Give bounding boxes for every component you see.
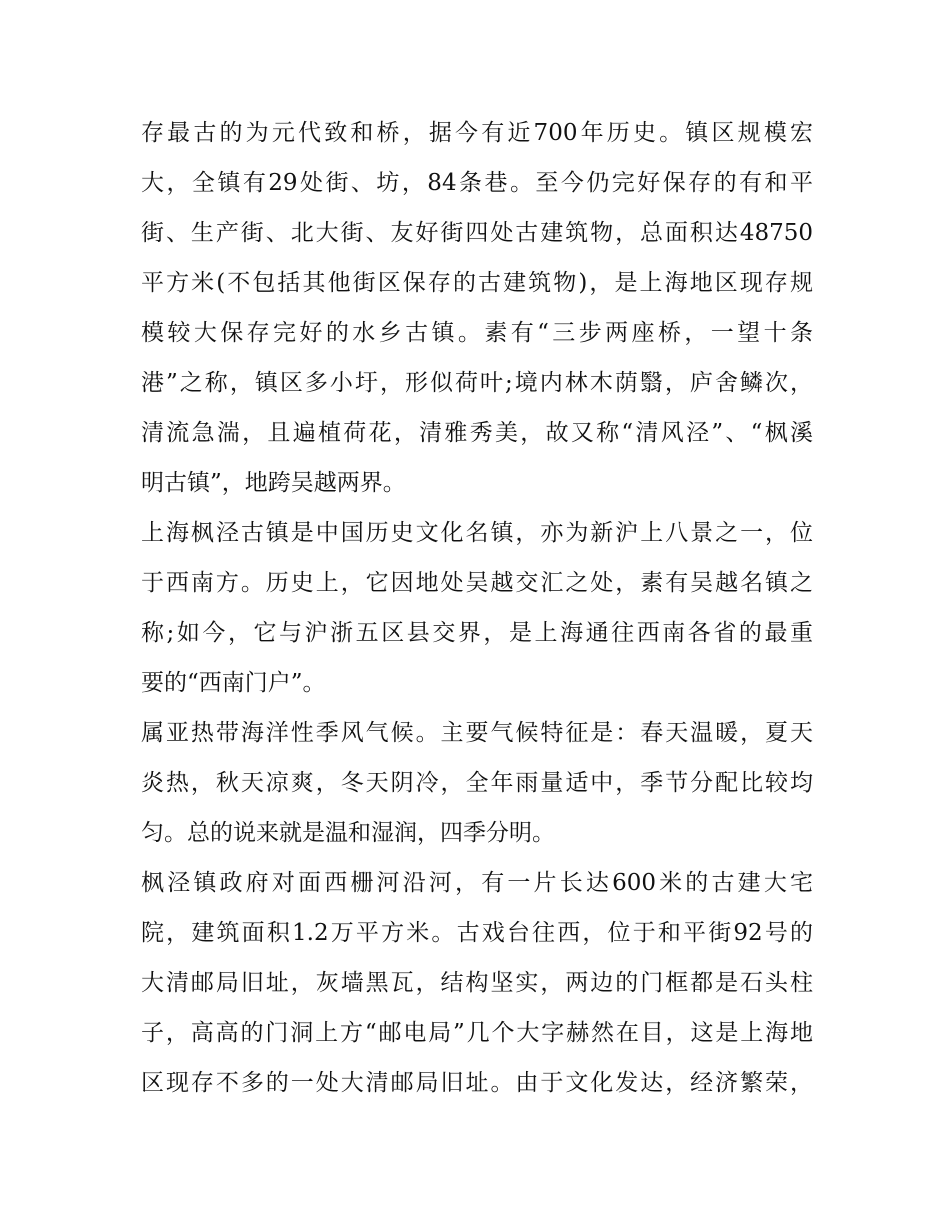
- text-line: 要的“西南门户”。: [141, 670, 326, 696]
- text-line: 院，建筑面积1.2万平方米。古戏台往西，位于和平街92号的: [141, 920, 813, 946]
- text-line: 明古镇”，地跨吴越两界。: [141, 470, 406, 496]
- text-line: 于西南方。历史上，它因地处吴越交汇之处，素有吴越名镇之: [141, 570, 813, 596]
- text-line: 枫泾镇政府对面西栅河沿河，有一片长达600米的古建大宅: [141, 870, 813, 896]
- text-line: 平方米(不包括其他街区保存的古建筑物)，是上海地区现存规: [141, 270, 813, 296]
- text-line: 子，高高的门洞上方“邮电局”几个大字赫然在目，这是上海地: [141, 1020, 813, 1046]
- text-line: 称;如今，它与沪浙五区县交界，是上海通往西南各省的最重: [141, 620, 813, 646]
- text-line: 街、生产街、北大街、友好街四处古建筑物，总面积达48750: [141, 220, 813, 246]
- text-line: 大，全镇有29处街、坊，84条巷。至今仍完好保存的有和平: [141, 170, 813, 196]
- text-line: 存最古的为元代致和桥，据今有近700年历史。镇区规模宏: [141, 120, 813, 146]
- text-line: 模较大保存完好的水乡古镇。素有“三步两座桥，一望十条: [141, 320, 813, 346]
- text-line: 属亚热带海洋性季风气候。主要气候特征是：春天温暖，夏天: [141, 720, 813, 746]
- text-line: 区现存不多的一处大清邮局旧址。由于文化发达，经济繁荣，: [141, 1070, 813, 1096]
- document-body: [141, 108, 813, 1108]
- text-line: 清流急湍，且遍植荷花，清雅秀美，故又称“清风泾”、“枫溪: [141, 420, 813, 446]
- text-line: 上海枫泾古镇是中国历史文化名镇，亦为新沪上八景之一，位: [141, 520, 813, 546]
- text-line: 炎热，秋天凉爽，冬天阴冷，全年雨量适中，季节分配比较均: [141, 770, 813, 796]
- text-line: 大清邮局旧址，灰墙黑瓦，结构坚实，两边的门框都是石头柱: [141, 970, 813, 996]
- text-line: 匀。总的说来就是温和湿润，四季分明。: [141, 820, 555, 846]
- text-line: 港”之称，镇区多小圩，形似荷叶;境内林木荫翳，庐舍鳞次，: [141, 370, 813, 396]
